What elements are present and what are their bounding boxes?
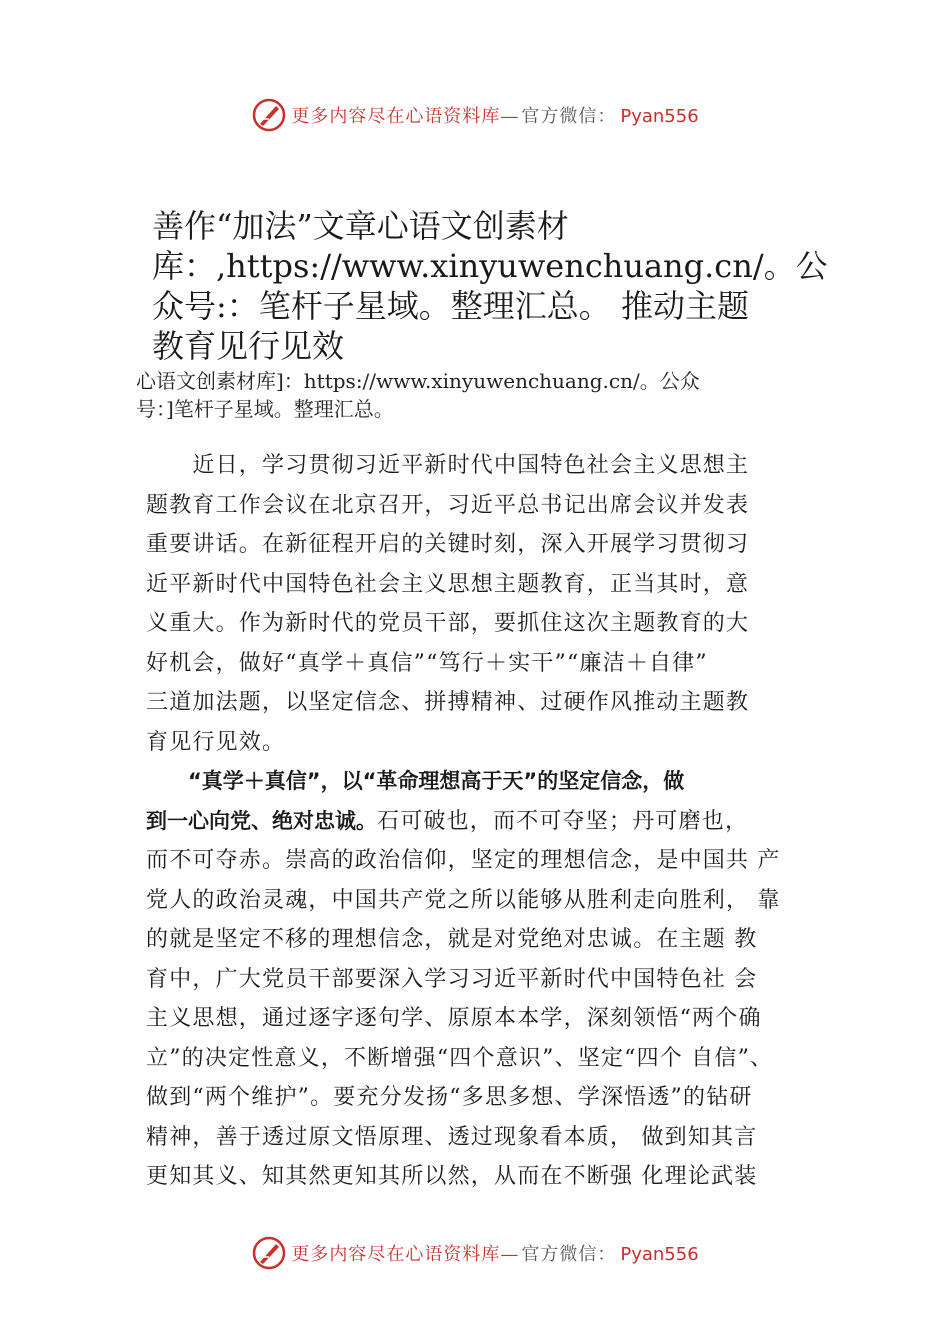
section-text: 石可破也，而不可夺坚；丹可磨也， 而不可夺赤。崇高的政治信仰，坚定的理想信念，是中国共 产 党人的政治灵魂，中国共产党之所以能够从胜利走向胜利， 靠 的就是坚定不移的理想信念，就是对党绝对忠诚。在主题 教 育中，广大党员干部要深入学习习近平新时代中国特色社 会 主义思想，通过逐字逐句学、原原本本学，深刻领悟“两个确 立”的决定性意义，不断增强“四个意识”、坚定“四个 自信”、 做到“两个维护”。要充分发扬“多思多想、学深悟透”的钻研 精神，善于透过原文悟原理、透过现象看本质， 做到知其言 更知其义、知其然更知其所以然，从而在不断强 化理论武装 bbox=[146, 808, 781, 1189]
banner-text: 更多内容尽在心语资料库— bbox=[291, 106, 520, 127]
section-paragraph bbox=[146, 762, 846, 1197]
wechat-label: 官方微信： bbox=[521, 1244, 617, 1265]
wechat-id: Pyan556 bbox=[620, 1244, 699, 1265]
wechat-id: Pyan556 bbox=[620, 106, 699, 127]
document-title: 善作“加法”文章心语文创素材 库：,https://www.xinyuwenchuang.cn/。公 众号:：笔杆子星域。整理汇总。 推动主题 教育见行见效 bbox=[152, 207, 828, 365]
intro-paragraph: 近日，学习贯彻习近平新时代中国特色社会主义思想主 题教育工作会议在北京召开，习近平总书记出席会议并发表 重要讲话。在新征程开启的关键时刻，深入开展学习贯彻习 近平新时代中国特色社会主义思想主题教育，正当其时，意 义重大。作为新时代的党员干部，要抓住这次主题教育的大 好机会，做好“真学＋真信”“笃行＋实干”“廉洁＋自律” 三道加法题，以坚定信念、拼搏精神、过硬作风推动主题教 育见行见效。 bbox=[146, 453, 750, 755]
footer-banner bbox=[0, 1233, 950, 1273]
header-banner bbox=[0, 95, 950, 135]
banner-text: 更多内容尽在心语资料库— bbox=[291, 1244, 520, 1265]
quill-logo-icon bbox=[251, 97, 287, 133]
section-heading: “真学＋真信”，以“革命理想高于天”的坚定信念，做 到一心向党、绝对忠诚。 bbox=[146, 769, 685, 833]
wechat-label: 官方微信： bbox=[521, 106, 617, 127]
document-body bbox=[146, 446, 846, 1197]
source-note: 心语文创素材库]：https://www.xinyuwenchuang.cn/。公众 号：]笔杆子星域。整理汇总。 bbox=[136, 369, 700, 421]
quill-logo-icon bbox=[251, 1235, 287, 1271]
